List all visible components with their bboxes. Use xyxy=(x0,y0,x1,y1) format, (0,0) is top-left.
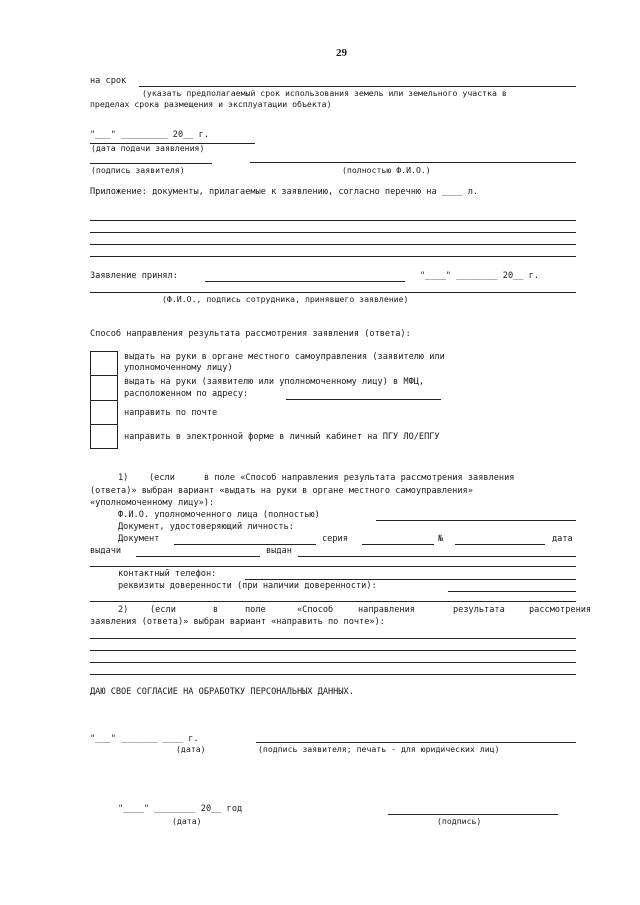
section2-w1: (если xyxy=(150,605,176,615)
series-label: серия xyxy=(322,534,348,544)
sign1-date[interactable]: "___" _______ ____ г. xyxy=(90,734,199,744)
phone-label: контактный телефон: xyxy=(118,569,217,579)
delivery-option-1-line2: уполномоченному лицу) xyxy=(124,363,233,373)
sign2-signature-line[interactable] xyxy=(388,814,558,815)
issued-line[interactable] xyxy=(298,556,576,557)
sign1-signature-line[interactable] xyxy=(256,742,576,743)
accepted-date[interactable]: "____" ________ 20__ г. xyxy=(420,271,539,281)
full-name-line[interactable] xyxy=(250,162,576,163)
signature-caption: (подпись заявителя) xyxy=(91,165,185,175)
mfc-address-line[interactable] xyxy=(286,399,441,400)
section2-w3: поле xyxy=(245,605,266,615)
series-line[interactable] xyxy=(362,544,434,545)
consent-text: ДАЮ СВОЕ СОГЛАСИЕ НА ОБРАБОТКУ ПЕРСОНАЛЬНЫХ ДАННЫХ. xyxy=(90,687,354,697)
section1-line3: «уполномоченному лицу»): xyxy=(90,498,215,508)
section2-line-c[interactable] xyxy=(90,662,576,663)
section2-w5: направления xyxy=(358,605,415,615)
doc-line[interactable] xyxy=(174,544,316,545)
sign1-signature-caption: (подпись заявителя; печать - для юридических лиц) xyxy=(258,744,500,754)
section2-num: 2) xyxy=(118,605,129,615)
delivery-option-4: направить в электронной форме в личный кабинет на ПГУ ЛО/ЕПГУ xyxy=(124,432,440,442)
section2-line-d[interactable] xyxy=(90,674,576,675)
section2-line2: заявления (ответа)» выбран вариант «направить по почте»): xyxy=(90,617,385,627)
accepted-caption: (Ф.И.О., подпись сотрудника, принявшего заявление) xyxy=(162,294,409,304)
issued-label: выдан xyxy=(266,546,292,556)
issued-date-line[interactable] xyxy=(136,556,260,557)
delivery-option-1-line1: выдать на руки в органе местного самоуправления (заявителю или xyxy=(124,352,445,362)
accepted-label: Заявление принял: xyxy=(90,271,178,281)
sign2-date[interactable]: "____" ________ 20__ год xyxy=(118,804,243,814)
full-name-caption: (полностью Ф.И.О.) xyxy=(342,165,431,175)
attachment-line-1[interactable] xyxy=(90,220,576,221)
section2-w6: результата xyxy=(453,605,505,615)
term-hint-2: пределах срока размещения и эксплуатации объекта) xyxy=(90,99,332,109)
delivery-checkbox-local-authority[interactable] xyxy=(90,351,118,376)
accepted-name-line[interactable] xyxy=(205,281,405,282)
delivery-option-2-line2: расположенном по адресу: xyxy=(124,389,249,399)
number-line[interactable] xyxy=(455,544,545,545)
section1-line1: в поле «Способ направления результата рассмотрения заявления xyxy=(204,473,515,483)
section2-w7: рассмотрения xyxy=(529,605,592,615)
delivery-option-3: направить по почте xyxy=(124,408,218,418)
delivery-option-2-line1: выдать на руки (заявителю или уполномоченному лицу) в МФЦ, xyxy=(124,377,425,387)
delivery-checkbox-post[interactable] xyxy=(90,400,118,425)
attachment-line-4[interactable] xyxy=(90,256,576,257)
section1-num: 1) xyxy=(118,473,129,483)
section2-w4: «Способ xyxy=(297,605,334,615)
doc-label: Документ xyxy=(118,534,160,544)
application-date[interactable]: "___" _________ 20__ г. xyxy=(90,130,209,140)
attachment-line-3[interactable] xyxy=(90,244,576,245)
term-label: на срок xyxy=(90,76,127,86)
issued-date-label: выдачи xyxy=(90,546,122,556)
poa-label: реквизиты доверенности (при наличии доверенности): xyxy=(118,581,377,591)
sign2-date-caption: (дата) xyxy=(172,816,202,826)
section1-line2: (ответа)» выбран вариант «выдать на руки в органе местного самоуправления» xyxy=(90,486,473,496)
delivery-checkbox-mfc[interactable] xyxy=(90,375,118,401)
fio-label: Ф.И.О. уполномоченного лица (полностью) xyxy=(118,510,320,520)
term-line[interactable] xyxy=(139,86,576,87)
section2-w2: в xyxy=(213,605,219,615)
section1-if: (если xyxy=(149,473,175,483)
accepted-sign-line[interactable] xyxy=(90,292,576,293)
fio-line[interactable] xyxy=(376,520,576,521)
issued-line-2[interactable] xyxy=(90,566,576,567)
section2-line-a[interactable] xyxy=(90,638,576,639)
attachment-text: Приложение: документы, прилагаемые к заявлению, согласно перечню на ____ л. xyxy=(90,187,479,197)
delivery-title: Способ направления результата рассмотрения заявления (ответа): xyxy=(90,329,411,339)
date-label: дата xyxy=(552,534,573,544)
poa-line[interactable] xyxy=(448,591,576,592)
signature-line[interactable] xyxy=(90,163,212,164)
attachment-line-2[interactable] xyxy=(90,232,576,233)
phone-line[interactable] xyxy=(245,579,576,580)
number-sign: № xyxy=(438,534,444,544)
delivery-checkbox-electronic[interactable] xyxy=(90,424,118,449)
term-hint-1: (указать предполагаемый срок использования земель или земельного участка в xyxy=(142,88,507,98)
application-date-caption: (дата подачи заявления) xyxy=(91,143,205,153)
id-doc-label: Документ, удостоверяющий личность: xyxy=(118,522,294,532)
sign2-signature-caption: (подпись) xyxy=(437,816,482,826)
page-number: 29 xyxy=(336,47,347,59)
poa-line-2[interactable] xyxy=(90,601,576,602)
sign1-date-caption: (дата) xyxy=(176,744,206,754)
section2-line-b[interactable] xyxy=(90,650,576,651)
